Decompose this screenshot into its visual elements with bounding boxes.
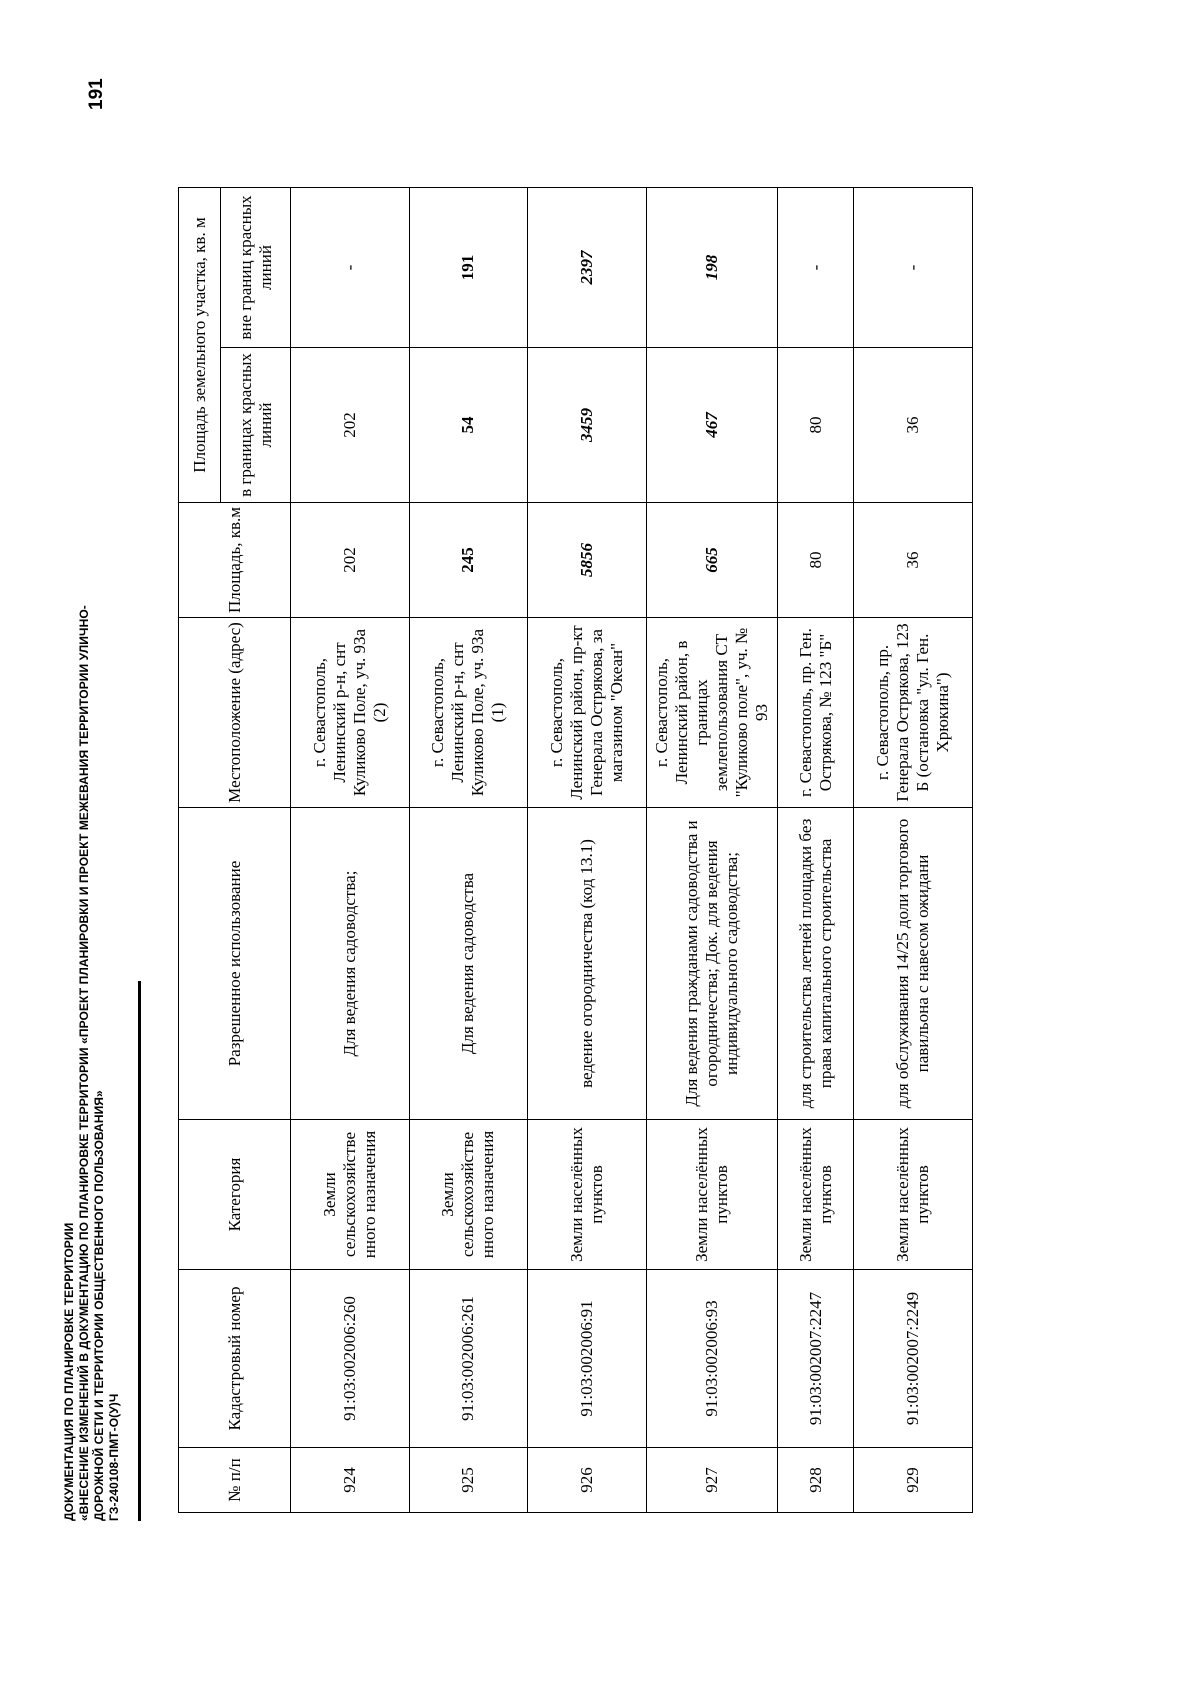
land-plots-table bbox=[178, 187, 973, 1513]
cell-category: Земли сельскохозяйстве нного назначения bbox=[291, 1120, 410, 1270]
cell-location: г. Севастополь, Ленинский р-н, снт Куликово Поле, уч. 93а (1) bbox=[409, 618, 528, 808]
col-header-location: Местоположение (адрес) bbox=[179, 618, 291, 808]
col-header-category: Категория bbox=[179, 1120, 291, 1270]
cell-location: г. Севастополь, пр. Генерала Острякова, 123 Б (остановка "ул. Ген. Хрюкина") bbox=[854, 618, 973, 808]
cell-usage: Для ведения садоводства bbox=[409, 808, 528, 1120]
cell-inside: 36 bbox=[854, 348, 973, 503]
cell-location: г. Севастополь, Ленинский район, пр-кт Генерала Острякова, за магазином "Океан" bbox=[528, 618, 647, 808]
cell-num: 924 bbox=[291, 1448, 410, 1513]
cell-area: 665 bbox=[646, 503, 777, 618]
cell-usage: Для ведения садоводства; bbox=[291, 808, 410, 1120]
cell-usage: для обслуживания 14/25 доли торгового павильона с навесом ожидани bbox=[854, 808, 973, 1120]
col-header-plot-area: Площадь земельного участка, кв. м bbox=[179, 187, 221, 502]
cell-num: 925 bbox=[409, 1448, 528, 1513]
table-row bbox=[528, 187, 647, 1512]
header-line-3: ДОРОЖНОЙ СЕТИ И ТЕРРИТОРИИ ОБЩЕСТВЕННОГО ПОЛЬЗОВАНИЯ» bbox=[92, 1090, 106, 1521]
header-line-1: ДОКУМЕНТАЦИЯ ПО ПЛАНИРОВКЕ ТЕРРИТОРИИ bbox=[62, 1222, 76, 1521]
cell-outside: - bbox=[854, 187, 973, 347]
cell-category: Земли населённых пунктов bbox=[646, 1120, 777, 1270]
col-header-cadastral: Кадастровый номер bbox=[179, 1270, 291, 1448]
cell-category: Земли населённых пунктов bbox=[854, 1120, 973, 1270]
col-header-outside: вне границ красных линий bbox=[221, 187, 291, 347]
cell-usage: ведение огородничества (код 13.1) bbox=[528, 808, 647, 1120]
cell-cadastral: 91:03:002007:2247 bbox=[778, 1270, 854, 1448]
cell-outside: 2397 bbox=[528, 187, 647, 347]
cell-inside: 467 bbox=[646, 348, 777, 503]
col-header-num: № п/п bbox=[179, 1448, 291, 1513]
cell-num: 926 bbox=[528, 1448, 647, 1513]
cell-category: Земли населённых пунктов bbox=[528, 1120, 647, 1270]
cell-category: Земли сельскохозяйстве нного назначения bbox=[409, 1120, 528, 1270]
cell-outside: 191 bbox=[409, 187, 528, 347]
cell-area: 202 bbox=[291, 503, 410, 618]
cell-cadastral: 91:03:002007:2249 bbox=[854, 1270, 973, 1448]
cell-inside: 202 bbox=[291, 348, 410, 503]
cell-area: 5856 bbox=[528, 503, 647, 618]
cell-outside: 198 bbox=[646, 187, 777, 347]
cell-cadastral: 91:03:002006:93 bbox=[646, 1270, 777, 1448]
cell-usage: Для ведения гражданами садоводства и огородничества; Док. для ведения индивидуального садоводства; bbox=[646, 808, 777, 1120]
cell-area: 245 bbox=[409, 503, 528, 618]
table-row bbox=[778, 187, 854, 1512]
table-row bbox=[646, 187, 777, 1512]
cell-area: 80 bbox=[778, 503, 854, 618]
cell-num: 928 bbox=[778, 1448, 854, 1513]
cell-outside: - bbox=[778, 187, 854, 347]
header-line-2: «ВНЕСЕНИЕ ИЗМЕНЕНИЙ В ДОКУМЕНТАЦИЮ ПО ПЛАНИРОВКЕ ТЕРРИТОРИИ «ПРОЕКТ ПЛАНИРОВКИ И ПРОЕКТ МЕЖЕВАНИЯ ТЕРРИТОРИИ УЛИЧНО- bbox=[77, 605, 91, 1521]
col-header-area: Площадь, кв.м bbox=[179, 503, 291, 618]
document-header bbox=[62, 521, 122, 1521]
header-line-4: ГЗ-240108-ПМТ-О(У)Ч bbox=[107, 1393, 121, 1521]
col-header-usage: Разрешенное использование bbox=[179, 808, 291, 1120]
table-row bbox=[409, 187, 528, 1512]
cell-inside: 80 bbox=[778, 348, 854, 503]
table-row bbox=[854, 187, 973, 1512]
header-rule bbox=[138, 981, 141, 1521]
cell-location: г. Севастополь, Ленинский р-н, снт Куликово Поле, уч. 93а (2) bbox=[291, 618, 410, 808]
cell-cadastral: 91:03:002006:260 bbox=[291, 1270, 410, 1448]
page-number: 191 bbox=[86, 78, 107, 110]
cell-cadastral: 91:03:002006:261 bbox=[409, 1270, 528, 1448]
cell-inside: 54 bbox=[409, 348, 528, 503]
cell-location: г. Севастополь, Ленинский район, в границах землепользования СТ "Куликово поле", уч. № 93 bbox=[646, 618, 777, 808]
cell-cadastral: 91:03:002006:91 bbox=[528, 1270, 647, 1448]
table-row bbox=[291, 187, 410, 1512]
cell-location: г. Севастополь, пр. Ген. Острякова, № 123 "Б" bbox=[778, 618, 854, 808]
cell-inside: 3459 bbox=[528, 348, 647, 503]
col-header-inside: в границах красных линий bbox=[221, 348, 291, 503]
cell-category: Земли населённых пунктов bbox=[778, 1120, 854, 1270]
cell-usage: для строительства летней площадки без права капитального строительства bbox=[778, 808, 854, 1120]
cell-outside: - bbox=[291, 187, 410, 347]
cell-num: 927 bbox=[646, 1448, 777, 1513]
cell-area: 36 bbox=[854, 503, 973, 618]
cell-num: 929 bbox=[854, 1448, 973, 1513]
